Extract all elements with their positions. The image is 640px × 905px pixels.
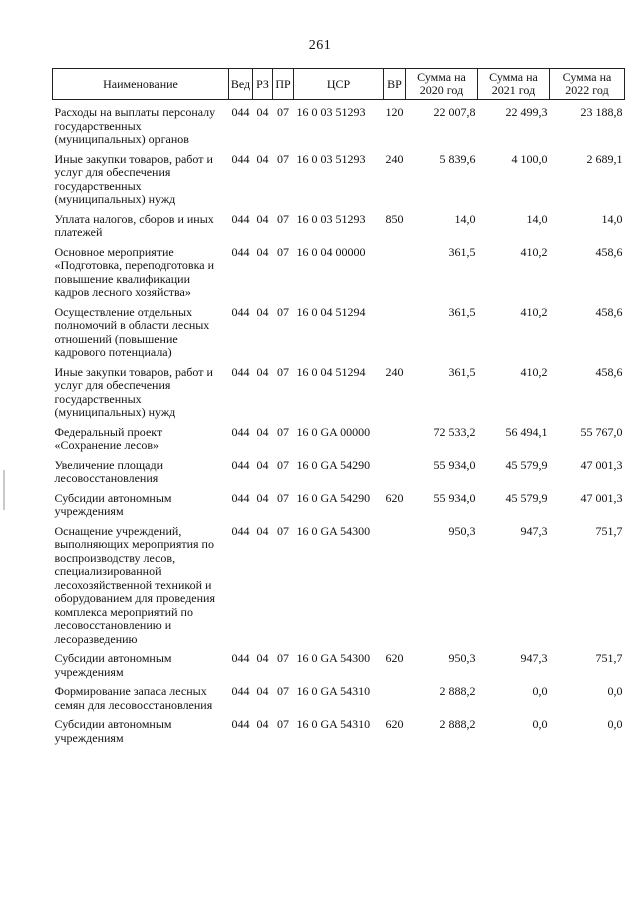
cell-sum-2022: 0,0 <box>607 717 623 731</box>
cell-sum-2022: 14,0 <box>601 211 623 226</box>
cell-rz: 04 <box>256 364 269 379</box>
table-row <box>53 652 625 679</box>
cell-ved: 044 <box>231 151 250 166</box>
cell-sum-2021: 56 494,1 <box>505 424 548 439</box>
cell-sum-2020: 361,5 <box>448 304 476 319</box>
cell-sum-2021: 947,3 <box>520 523 548 538</box>
cell-rz: 04 <box>256 523 269 538</box>
cell-rz: 04 <box>256 105 269 119</box>
header-sum-2021: Сумма на 2021 год <box>478 69 550 100</box>
table-row <box>53 459 625 486</box>
table-row <box>53 492 625 519</box>
table-body <box>53 100 625 746</box>
cell-sum-2021: 14,0 <box>526 211 548 226</box>
table-row <box>53 525 625 647</box>
cell-vr: 120 <box>385 105 404 119</box>
cell-rz: 04 <box>256 490 269 505</box>
cell-pr: 07 <box>277 457 289 472</box>
header-vr: ВР <box>384 69 406 100</box>
cell-sum-2021: 410,2 <box>520 244 548 259</box>
cell-sum-2021: 0,0 <box>532 717 548 731</box>
cell-rz: 04 <box>256 651 269 665</box>
cell-csr: 16 0 GA 00000 <box>296 424 371 439</box>
cell-csr: 16 0 03 51293 <box>296 151 366 166</box>
cell-rz: 04 <box>256 424 269 439</box>
cell-vr <box>384 306 406 360</box>
cell-name: Иные закупки товаров, работ и услуг для обеспечения государственных (муниципальных) нужд <box>54 151 213 206</box>
cell-name: Уплата налогов, сборов и иных платежей <box>54 211 214 239</box>
cell-csr: 16 0 GA 54310 <box>296 717 371 731</box>
table-row <box>53 213 625 240</box>
cell-vr: 620 <box>385 717 404 731</box>
page-number: 261 <box>308 38 332 53</box>
header-ved: Вед <box>229 69 253 100</box>
cell-vr <box>384 685 406 712</box>
cell-rz: 04 <box>256 717 269 731</box>
cell-sum-2022: 47 001,3 <box>580 457 623 472</box>
table-row <box>53 366 625 420</box>
cell-sum-2022: 0,0 <box>607 684 623 698</box>
cell-sum-2022: 458,6 <box>595 304 623 319</box>
cell-csr: 16 0 03 51293 <box>296 105 366 119</box>
cell-name: Субсидии автономным учреждениям <box>54 717 172 745</box>
cell-rz: 04 <box>256 457 269 472</box>
table-row <box>53 246 625 300</box>
table-row <box>53 106 625 147</box>
cell-pr: 07 <box>277 717 289 731</box>
cell-name: Формирование запаса лесных семян для лесовосстановления <box>54 684 213 712</box>
cell-csr: 16 0 04 51294 <box>296 364 366 379</box>
table-row <box>53 718 625 745</box>
cell-csr: 16 0 03 51293 <box>296 211 366 226</box>
cell-pr: 07 <box>277 304 289 319</box>
cell-sum-2022: 47 001,3 <box>580 490 623 505</box>
cell-ved: 044 <box>231 105 250 119</box>
cell-vr: 240 <box>385 364 404 379</box>
cell-ved: 044 <box>231 490 250 505</box>
cell-vr: 240 <box>385 151 404 166</box>
cell-ved: 044 <box>231 651 250 665</box>
cell-vr <box>384 459 406 486</box>
cell-ved: 044 <box>231 684 250 698</box>
scan-artifact <box>3 470 5 510</box>
cell-vr <box>384 426 406 453</box>
cell-sum-2021: 947,3 <box>520 651 548 665</box>
cell-sum-2020: 55 934,0 <box>433 457 476 472</box>
cell-rz: 04 <box>256 244 269 259</box>
cell-sum-2021: 410,2 <box>520 304 548 319</box>
cell-ved: 044 <box>231 304 250 319</box>
cell-sum-2021: 4 100,0 <box>511 151 548 166</box>
cell-name: Субсидии автономным учреждениям <box>54 651 172 679</box>
cell-csr: 16 0 GA 54290 <box>296 457 371 472</box>
cell-sum-2021: 0,0 <box>532 684 548 698</box>
cell-vr: 620 <box>385 651 404 665</box>
cell-vr <box>384 525 406 647</box>
cell-sum-2020: 950,3 <box>448 651 476 665</box>
cell-sum-2020: 2 888,2 <box>439 684 476 698</box>
header-sum-2020: Сумма на 2020 год <box>406 69 478 100</box>
table-row <box>53 306 625 360</box>
cell-vr: 850 <box>385 211 404 226</box>
cell-name: Расходы на выплаты персоналу государственных (муниципальных) органов <box>54 105 216 146</box>
cell-rz: 04 <box>256 211 269 226</box>
cell-name: Оснащение учреждений, выполняющих мероприятия по воспроизводству лесов, специализированной лесохозяйственной техникой и оборудованием для проведения комплекса мероприятий по лесовосстановлению и лесоразведению <box>54 523 215 646</box>
header-sum-2022: Сумма на 2022 год <box>550 69 625 100</box>
cell-pr: 07 <box>277 244 289 259</box>
cell-vr: 620 <box>385 490 404 505</box>
cell-sum-2021: 22 499,3 <box>505 105 548 119</box>
cell-ved: 044 <box>231 457 250 472</box>
cell-ved: 044 <box>231 717 250 731</box>
cell-sum-2020: 72 533,2 <box>433 424 476 439</box>
cell-ved: 044 <box>231 211 250 226</box>
cell-sum-2022: 458,6 <box>595 244 623 259</box>
cell-sum-2022: 751,7 <box>595 651 623 665</box>
cell-csr: 16 0 GA 54310 <box>296 684 371 698</box>
cell-rz: 04 <box>256 304 269 319</box>
cell-sum-2020: 22 007,8 <box>433 105 476 119</box>
cell-pr: 07 <box>277 105 289 119</box>
cell-sum-2022: 2 689,1 <box>586 151 623 166</box>
cell-sum-2022: 751,7 <box>595 523 623 538</box>
cell-csr: 16 0 04 00000 <box>296 244 366 259</box>
cell-pr: 07 <box>277 651 289 665</box>
cell-name: Субсидии автономным учреждениям <box>54 490 172 518</box>
cell-pr: 07 <box>277 490 289 505</box>
budget-table <box>52 68 625 745</box>
cell-pr: 07 <box>277 151 289 166</box>
table-row <box>53 685 625 712</box>
cell-csr: 16 0 04 51294 <box>296 304 366 319</box>
cell-name: Основное мероприятие «Подготовка, переподготовка и повышение квалификации кадров лесного хозяйства» <box>54 244 214 299</box>
cell-sum-2020: 361,5 <box>448 364 476 379</box>
cell-sum-2021: 45 579,9 <box>505 457 548 472</box>
cell-csr: 16 0 GA 54290 <box>296 490 371 505</box>
cell-name: Иные закупки товаров, работ и услуг для обеспечения государственных (муниципальных) нужд <box>54 364 213 419</box>
table-row <box>53 426 625 453</box>
cell-sum-2022: 458,6 <box>595 364 623 379</box>
table-header-row <box>53 69 625 100</box>
header-rz: РЗ <box>253 69 273 100</box>
cell-sum-2022: 55 767,0 <box>580 424 623 439</box>
cell-csr: 16 0 GA 54300 <box>296 651 371 665</box>
cell-sum-2020: 2 888,2 <box>439 717 476 731</box>
cell-rz: 04 <box>256 684 269 698</box>
cell-sum-2020: 361,5 <box>448 244 476 259</box>
table-row <box>53 153 625 207</box>
cell-vr <box>384 246 406 300</box>
cell-ved: 044 <box>231 364 250 379</box>
cell-pr: 07 <box>277 424 289 439</box>
header-name: Наименование <box>53 69 229 100</box>
cell-name: Увеличение площади лесовосстановления <box>54 457 164 485</box>
cell-sum-2021: 45 579,9 <box>505 490 548 505</box>
cell-pr: 07 <box>277 211 289 226</box>
cell-sum-2020: 55 934,0 <box>433 490 476 505</box>
cell-pr: 07 <box>277 684 289 698</box>
cell-sum-2021: 410,2 <box>520 364 548 379</box>
cell-name: Федеральный проект «Сохранение лесов» <box>54 424 163 452</box>
cell-rz: 04 <box>256 151 269 166</box>
cell-pr: 07 <box>277 523 289 538</box>
cell-sum-2020: 950,3 <box>448 523 476 538</box>
cell-csr: 16 0 GA 54300 <box>296 523 371 538</box>
cell-name: Осуществление отдельных полномочий в области лесных отношений (повышение кадрового потенциала) <box>54 304 210 359</box>
cell-sum-2020: 14,0 <box>454 211 476 226</box>
cell-sum-2020: 5 839,6 <box>439 151 476 166</box>
cell-ved: 044 <box>231 244 250 259</box>
header-pr: ПР <box>273 69 294 100</box>
cell-sum-2022: 23 188,8 <box>580 105 623 119</box>
cell-ved: 044 <box>231 523 250 538</box>
cell-pr: 07 <box>277 364 289 379</box>
cell-ved: 044 <box>231 424 250 439</box>
header-csr: ЦСР <box>294 69 384 100</box>
